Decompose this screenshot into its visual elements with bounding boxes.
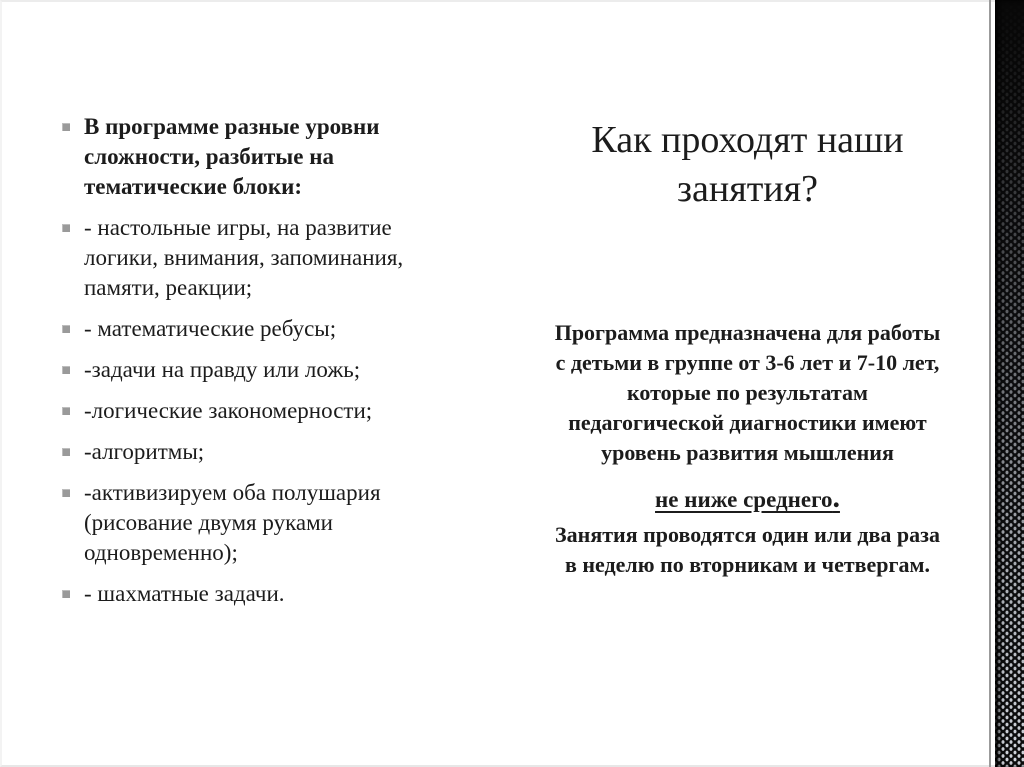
bullet-square-icon	[62, 407, 70, 415]
list-item	[62, 112, 466, 202]
right-panel	[505, 0, 990, 580]
list-item-text: -активизируем оба полушария (рисование двумя руками одновременно);	[84, 480, 381, 565]
vertical-divider	[989, 0, 991, 767]
text-line: которые по результатам	[626, 380, 868, 405]
text-line: педагогической диагностики имеют	[568, 410, 927, 435]
bullet-square-icon	[62, 489, 70, 497]
text-line: Занятия проводятся один или два раза	[555, 522, 940, 547]
halftone-texture-strip	[995, 0, 1024, 767]
level-requirement	[505, 482, 990, 516]
list-item	[62, 437, 466, 467]
list-item	[62, 213, 466, 303]
sentence-period: .	[832, 481, 840, 514]
list-item-text: В программе разные уровни сложности, разбитые на тематические блоки:	[84, 114, 380, 199]
list-item	[62, 579, 466, 609]
list-item-text: -логические закономерности;	[84, 398, 373, 423]
text-line: Программа предназначена для работы	[554, 320, 941, 345]
bullet-square-icon	[62, 123, 70, 131]
slide-title	[505, 116, 990, 214]
list-item-text: - настольные игры, на развитие логики, внимания, запоминания, памяти, реакции;	[84, 215, 404, 300]
bullet-square-icon	[62, 325, 70, 333]
text-line: с детьми в группе от 3-6 лет и 7-10 лет,	[555, 350, 940, 375]
list-item-text: - шахматные задачи.	[84, 581, 285, 606]
text-line: Как проходят наши	[591, 119, 904, 161]
bullet-square-icon	[62, 366, 70, 374]
schedule-text	[505, 520, 990, 580]
list-item-text: - математические ребусы;	[84, 316, 337, 341]
bullet-square-icon	[62, 590, 70, 598]
bullet-square-icon	[62, 224, 70, 232]
list-item	[62, 396, 466, 426]
topic-list	[62, 112, 466, 620]
bullet-square-icon	[62, 448, 70, 456]
underlined-text: не ниже среднего.	[655, 481, 840, 514]
text-line: уровень развития мышления	[601, 440, 894, 465]
program-description	[505, 318, 990, 468]
list-item-text: -задачи на правду или ложь;	[84, 357, 361, 382]
list-item	[62, 478, 466, 568]
list-item-text: -алгоритмы;	[84, 439, 205, 464]
list-item	[62, 355, 466, 385]
list-item	[62, 314, 466, 344]
text-line: занятия?	[677, 168, 818, 210]
text-line: в неделю по вторникам и четвергам.	[564, 552, 931, 577]
